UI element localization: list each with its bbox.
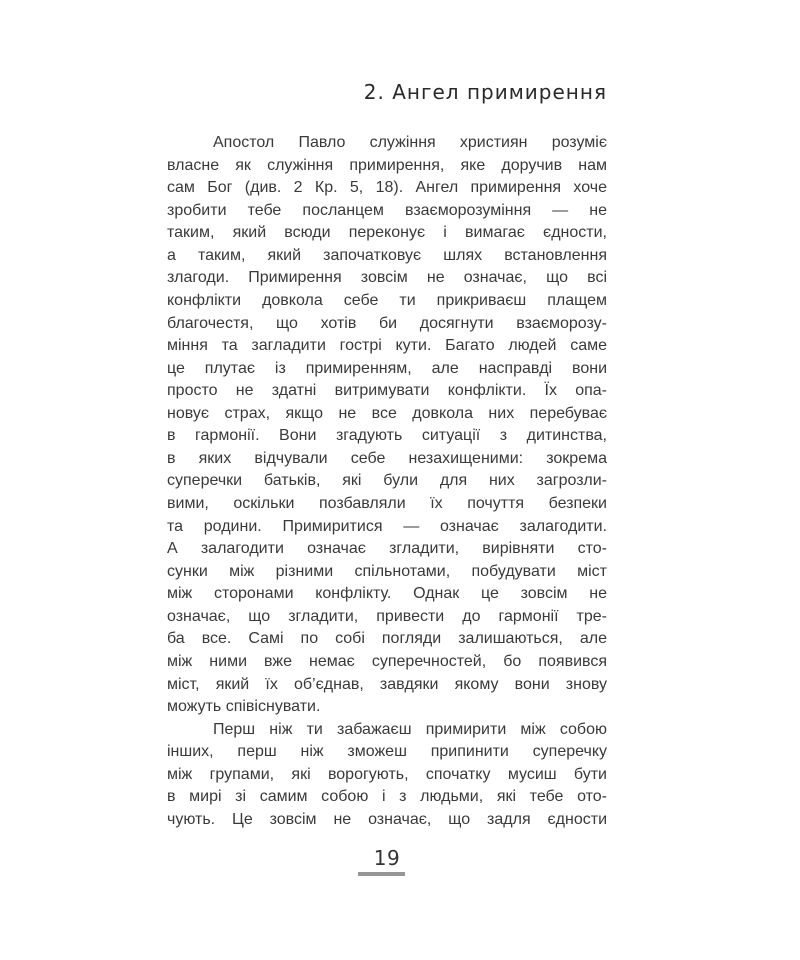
text-line: суперечки батьків, які були для них загрозли-: [167, 472, 607, 490]
text-line: ба все. Самі по собі погляди залишаються, але: [167, 630, 607, 648]
paragraph: [167, 719, 607, 832]
text-line: благочестя, що хотів би досягнути взаєморозу-: [167, 314, 607, 332]
text-line: чують. Це зовсім не означає, що задля єдности: [167, 810, 607, 828]
text-line: а таким, який започатковує шлях встановлення: [167, 246, 607, 264]
footer-rule: [358, 872, 405, 876]
text-line: вими, оскільки позбавляли їх почуття безпеки: [167, 495, 607, 512]
text-line: таким, який всюди переконує і вимагає єдности,: [167, 224, 607, 242]
text-line: Апостол Павло служіння християн розуміє: [213, 134, 607, 151]
text-line: та родини. Примиритися — означає залагодити.: [167, 517, 607, 535]
text-line: міння та загладити гострі кути. Багато людей саме: [167, 337, 607, 355]
text-line: злагоди. Примирення зовсім не означає, що всі: [167, 269, 607, 287]
text-line: між сторонами конфлікту. Однак це зовсім не: [167, 585, 607, 603]
text-line: просто не здатні витримувати конфлікти. Їх опа-: [167, 382, 607, 400]
text-line: власне як служіння примирення, яке доручив нам: [167, 156, 607, 174]
chapter-header: 2. Ангел примирення: [363, 80, 607, 104]
body-text: [167, 132, 607, 831]
text-line: міст, який їх об’єднав, завдяки якому вони знову: [167, 675, 607, 693]
text-line: в яких відчували себе незахищеними: зокрема: [167, 449, 607, 467]
text-line: це плутає із примиренням, але насправді вони: [167, 359, 607, 377]
text-line: в гармонії. Вони згадують ситуації з дитинства,: [167, 427, 607, 445]
text-line: сам Бог (див. 2 Кр. 5, 18). Ангел примирення хоче: [167, 179, 607, 197]
text-line: інших, перш ніж зможеш припинити суперечку: [167, 743, 607, 761]
text-line: А залагодити означає згладити, вирівняти сто-: [167, 540, 607, 558]
text-line: сунки між різними спільнотами, побудувати міст: [167, 562, 607, 580]
text-line: можуть співіснувати.: [167, 698, 321, 716]
text-line: конфлікти довкола себе ти прикриваєш плащем: [167, 291, 607, 309]
text-line: між групами, які ворогують, спочатку мусиш бути: [167, 765, 607, 783]
text-line: Перш ніж ти забажаєш примирити між собою: [213, 720, 607, 738]
text-line: зробити тебе посланцем взаєморозуміння — не: [167, 201, 607, 219]
text-line: означає, що згладити, привести до гармонії тре-: [167, 607, 607, 625]
paragraph: [167, 132, 607, 719]
page-number: 19: [373, 846, 401, 870]
text-line: між ними вже немає суперечностей, бо появився: [167, 652, 607, 670]
text-line: новує страх, якщо не все довкола них перебуває: [167, 404, 607, 422]
text-line: в мирі зі самим собою і з людьми, які тебе ото-: [167, 788, 607, 806]
